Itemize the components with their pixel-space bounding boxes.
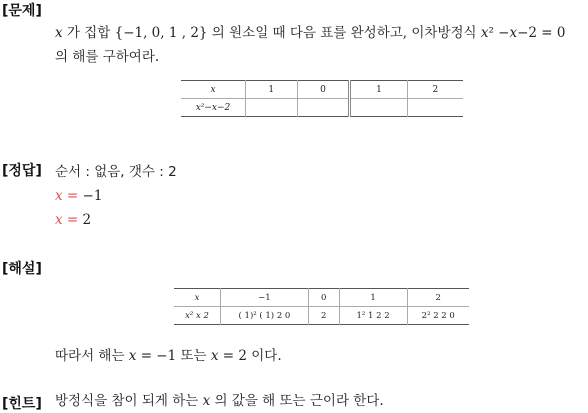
- explanation-table-cell: 2² 2 2 0: [421, 310, 455, 321]
- answer-solution-1-lhs: 𝑥 =: [55, 188, 79, 204]
- explanation-table-value-row: [174, 307, 469, 325]
- answer-solution-2-lhs: 𝑥 =: [55, 212, 79, 228]
- problem-table-header-row: [181, 81, 463, 99]
- explanation-table-row-label: 𝑥² 𝑥 2: [174, 307, 221, 325]
- problem-table-value-row: [181, 99, 463, 117]
- explanation-table-header-x: 𝑥: [174, 289, 221, 307]
- explanation-table: [174, 288, 469, 325]
- explanation-table-header-cell: 2: [407, 289, 469, 307]
- answer-solution-1-rhs: −1: [82, 188, 103, 204]
- hint-tag: [힌트]: [2, 396, 42, 412]
- problem-table-blank-cell: [350, 99, 407, 117]
- problem-table: [181, 80, 463, 117]
- explanation-table-cell: ( 1)² ( 1) 2 0: [221, 307, 309, 325]
- explanation-table-header-cell: 0: [308, 289, 339, 307]
- answer-summary: 순서 : 없음, 갯수 : 2: [55, 164, 177, 180]
- problem-table-blank-cell: [407, 99, 463, 117]
- explanation-table-header-cell: −1: [221, 289, 309, 307]
- problem-tag: [문제]: [2, 3, 42, 19]
- explanation-table-header-cell: 1: [339, 289, 407, 307]
- explanation-table-cell: 2: [308, 307, 339, 325]
- answer-solution-1: [55, 186, 102, 206]
- problem-table-header-cell: 1: [350, 81, 407, 99]
- problem-table-blank-cell: [297, 99, 350, 117]
- problem-table-header-cell: 2: [407, 81, 463, 99]
- problem-table-header-cell: 0: [297, 81, 350, 99]
- explanation-table-header-row: [174, 289, 469, 307]
- problem-table-row-label: 𝑥²−𝑥−2: [181, 99, 245, 117]
- answer-solution-2: [55, 210, 91, 230]
- explanation-tag: [해설]: [2, 261, 42, 277]
- answer-solution-2-rhs: 2: [82, 212, 92, 228]
- hint-text: 방정식을 참이 되게 하는 𝑥 의 값을 해 또는 근이라 한다.: [55, 393, 384, 409]
- problem-text-line1: 𝑥 가 집합 {−1, 0, 1 , 2} 의 원소일 때 다음 표를 완성하고, 이차방정식 𝑥² −𝑥−2 = 0: [55, 25, 566, 41]
- answer-tag: [정답]: [2, 163, 42, 179]
- problem-table-header-x: 𝑥: [181, 81, 245, 99]
- problem-text-line2: 의 해를 구하여라.: [55, 49, 160, 65]
- problem-table-header-cell: 1: [245, 81, 297, 99]
- explanation-conclusion: 따라서 해는 𝑥 = −1 또는 𝑥 = 2 이다.: [55, 348, 282, 364]
- problem-table-blank-cell: [245, 99, 297, 117]
- explanation-table-cell: 1² 1 2 2: [339, 307, 407, 325]
